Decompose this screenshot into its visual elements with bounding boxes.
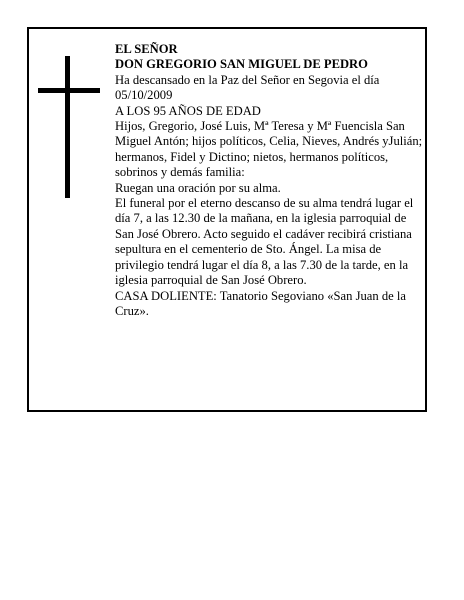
title-line-1: EL SEÑOR (115, 42, 178, 56)
family-list: Hijos, Gregorio, José Luis, Mª Teresa y Mª Fuencisla San Miguel Antón; hijos políticos, Celia, Nieves, Andrés yJulián; hermanos, Fidel y Dictino; nietos, hermanos políticos, sobrinos y demás familia: (115, 119, 423, 180)
latin-cross-icon (38, 56, 100, 198)
funeral-info: El funeral por el eterno descanso de su alma tendrá lugar el día 7, a las 12.30 de la mañana, en la iglesia parroquial de San José Obrero. Acto seguido el cadáver recibirá cristiana sepultura en el cementerio de Sto. Ángel. La misa de privilegio tendrá lugar el día 8, a las 7.30 de la tarde, en la iglesia parroquial de San José Obrero. (115, 196, 414, 288)
obituary-notice (27, 27, 427, 412)
notice-text (115, 42, 425, 319)
prayer-request: Ruegan una oración por su alma. (115, 180, 281, 195)
cross-vertical-bar (65, 56, 70, 198)
death-info: Ha descansado en la Paz del Señor en Segovia el día 05/10/2009 (115, 72, 380, 103)
cross-horizontal-bar (38, 88, 100, 93)
age-line: A LOS 95 AÑOS DE EDAD (115, 103, 261, 118)
casa-doliente: CASA DOLIENTE: Tanatorio Segoviano «San Juan de la Cruz». (115, 288, 406, 318)
deceased-name: DON GREGORIO SAN MIGUEL DE PEDRO (115, 57, 368, 72)
